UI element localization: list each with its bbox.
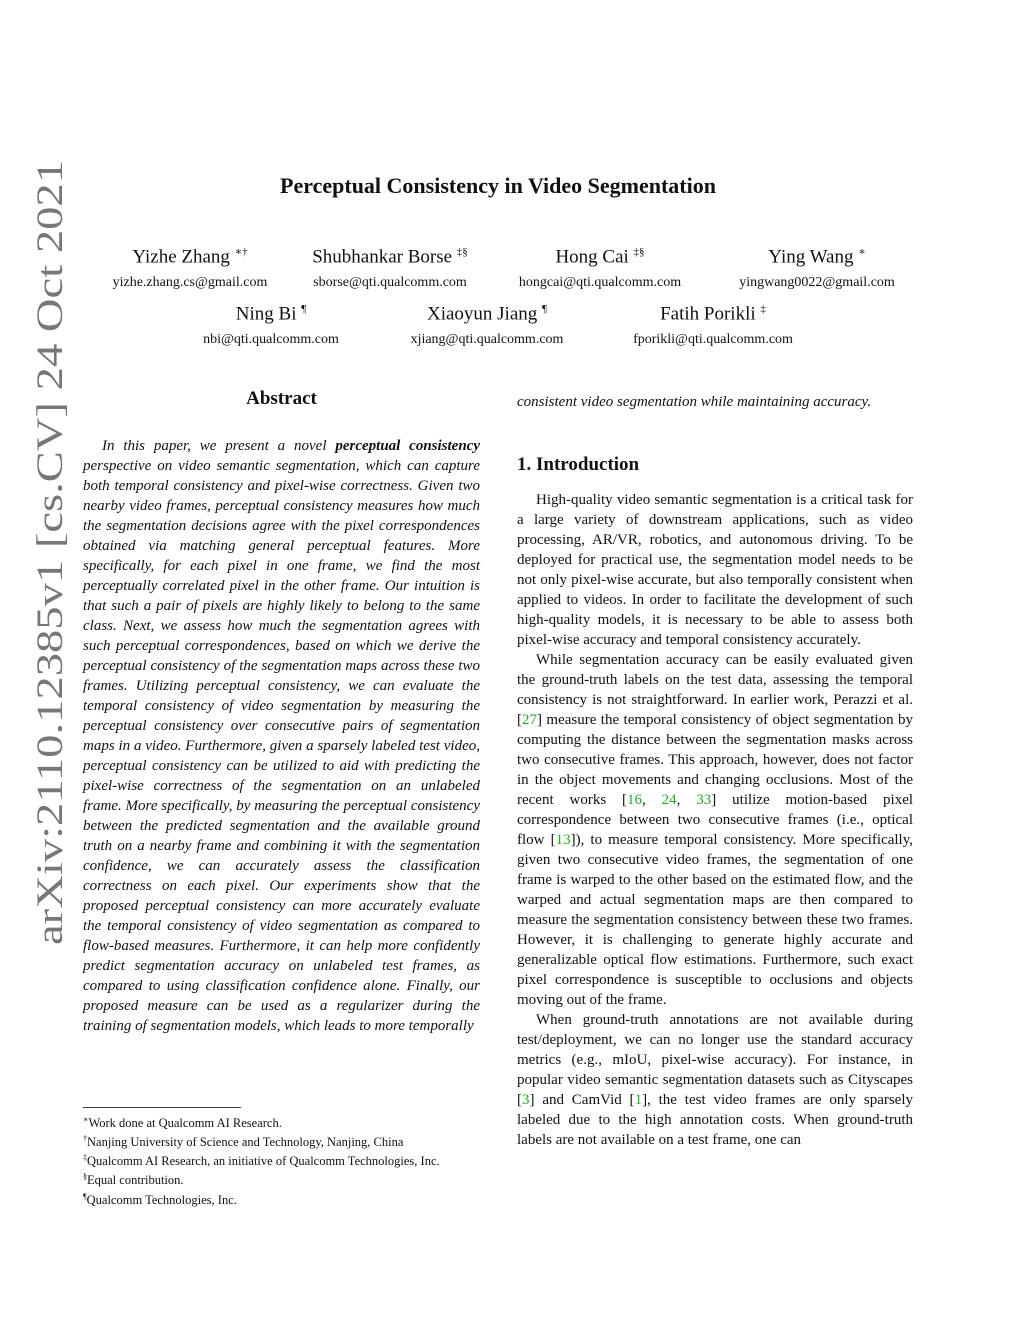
author-email: fporikli@qti.qualcomm.com bbox=[633, 332, 793, 348]
abstract-keyword: perceptual consistency bbox=[335, 438, 480, 454]
author-email: nbi@qti.qualcomm.com bbox=[203, 332, 339, 348]
right-column bbox=[517, 392, 913, 1150]
citation-link[interactable]: 1 bbox=[634, 1092, 643, 1108]
paper-title: Perceptual Consistency in Video Segmentation bbox=[280, 173, 716, 198]
arxiv-stamp-text: arXiv:2110.12385v1 [cs.CV] 24 Oct 2021 bbox=[30, 321, 71, 945]
author-block bbox=[285, 241, 495, 292]
author-name: Ning Bi ¶ bbox=[235, 303, 307, 325]
author-email: yizhe.zhang.cs@gmail.com bbox=[112, 275, 268, 291]
citation-link[interactable]: 13 bbox=[555, 832, 571, 848]
author-block bbox=[608, 298, 818, 349]
author-name: Xiaoyun Jiang ¶ bbox=[426, 303, 548, 325]
citation-link[interactable]: 33 bbox=[696, 792, 712, 808]
author-block bbox=[166, 298, 376, 349]
author-email: xjiang@qti.qualcomm.com bbox=[410, 332, 564, 348]
paragraph: When ground-truth annotations are not available during test/deployment, we can no longer use the standard accuracy metrics (e.g., mIoU, pixel-wise accuracy). For instance, in popular video semantic segmentation datasets such as Cityscapes [3] and CamVid [1], the test video frames are only sparsely labeled due to the high annotation costs. When ground-truth labels are not available on a test frame, one can bbox=[517, 1012, 914, 1148]
arxiv-stamp bbox=[22, 150, 72, 950]
footnote: ∗Work done at Qualcomm AI Research. bbox=[83, 1115, 282, 1131]
author-email: sborse@qti.qualcomm.com bbox=[313, 275, 467, 291]
author-email: yingwang0022@gmail.com bbox=[739, 275, 895, 291]
paragraph: High-quality video semantic segmentation is a critical task for a large variety of downstream applications, such as video processing, AR/VR, robotics, and autonomous driving. To be deployed for practical use, the segmentation model needs to be not only pixel-wise accurate, but also temporally consistent when applied to videos. In order to facilitate the development of such high-quality models, it is necessary to be able to assess both pixel-wise accuracy and temporal consistency accurately. bbox=[517, 492, 913, 648]
citation-link[interactable]: 24 bbox=[661, 792, 677, 808]
abstract-heading: Abstract bbox=[246, 388, 317, 409]
footnote: ‡Qualcomm AI Research, an initiative of Qualcomm Technologies, Inc. bbox=[83, 1153, 440, 1169]
author-block bbox=[495, 241, 705, 292]
author-block bbox=[382, 298, 592, 349]
author-name: Fatih Porikli ‡ bbox=[660, 303, 766, 325]
footnote: §Equal contribution. bbox=[83, 1172, 184, 1188]
footnote-rule bbox=[83, 1107, 241, 1108]
author-name: Hong Cai ‡§ bbox=[555, 246, 645, 268]
author-block bbox=[712, 241, 922, 292]
author-name: Yizhe Zhang ∗† bbox=[132, 246, 248, 268]
footnotes bbox=[83, 1107, 503, 1208]
section-heading: 1. Introduction bbox=[517, 454, 640, 475]
author-email: hongcai@qti.qualcomm.com bbox=[518, 275, 682, 291]
abstract-text: In this paper, we present a novel perceptual consistency perspective on video semantic segmentation, which can capture both temporal consistency and pixel-wise correctness. Given two nearby video frames, perceptual consistency measures how much the segmentation decisions agree with the pixel correspondences obtained via matching general perceptual features. More specifically, for each pixel in one frame, we find the most perceptually correlated pixel in the other frame. Our intuition is that such a pair of pixels are highly likely to belong to the same class. Next, we assess how much the segmentation agrees with such perceptual correspondences, based on which we derive the perceptual consistency of the segmentation maps across these two frames. Utilizing perceptual consistency, we can evaluate the temporal consistency of video segmentation by measuring the perceptual consistency over consecutive pairs of segmentation maps in a video. Furthermore, given a sparsely labeled test video, perceptual consistency can be utilized to aid with predicting the pixel-wise correctness of the segmentation on an unlabeled frame. More specifically, by measuring the perceptual consistency between the predicted segmentation and the available ground truth on a nearby frame and combining it with the segmentation confidence, we can accurately assess the classification correctness on each pixel. Our experiments show that the proposed perceptual consistency can more accurately evaluate the temporal consistency of video segmentation as compared to flow-based measures. Furthermore, it can help more confidently predict segmentation accuracy on unlabeled test frames, as compared to using classification confidence alone. Finally, our proposed measure can be used as a regularizer during the training of segmentation models, which leads to more temporally bbox=[83, 438, 480, 1034]
abstract-continuation: consistent video segmentation while maintaining accuracy. bbox=[517, 394, 872, 410]
author-name: Shubhankar Borse ‡§ bbox=[312, 246, 468, 268]
author-block bbox=[80, 241, 300, 292]
citation-link[interactable]: 3 bbox=[522, 1092, 530, 1108]
footnote: ¶Qualcomm Technologies, Inc. bbox=[83, 1191, 237, 1207]
left-column bbox=[83, 388, 480, 1036]
citation-link[interactable]: 16 bbox=[627, 792, 643, 808]
paragraph: While segmentation accuracy can be easily evaluated given the ground-truth labels on the test data, assessing the temporal consistency is not straightforward. In earlier work, Perazzi et al. [27] measure the temporal consistency of object segmentation by computing the distance between the segmentation masks across two consecutive frames. This approach, however, does not factor in the object movements and changing occlusions. Most of the recent works [16, 24, 33] utilize motion-based pixel correspondence between two consecutive frames (i.e., optical flow [13]), to measure temporal consistency. More specifically, given two consecutive video frames, the segmentation of one frame is warped to the other based on the estimated flow, and the warped and actual segmentation maps are then compared to measure the segmentation consistency between these two frames. However, it is challenging to generate highly accurate and generalizable optical flow estimations. Furthermore, such exact pixel correspondence is susceptible to occlusions and objects moving out of the frame. bbox=[517, 652, 914, 1008]
citation-link[interactable]: 27 bbox=[522, 712, 537, 728]
footnote: †Nanjing University of Science and Technology, Nanjing, China bbox=[83, 1134, 404, 1150]
author-name: Ying Wang ∗ bbox=[768, 246, 866, 268]
